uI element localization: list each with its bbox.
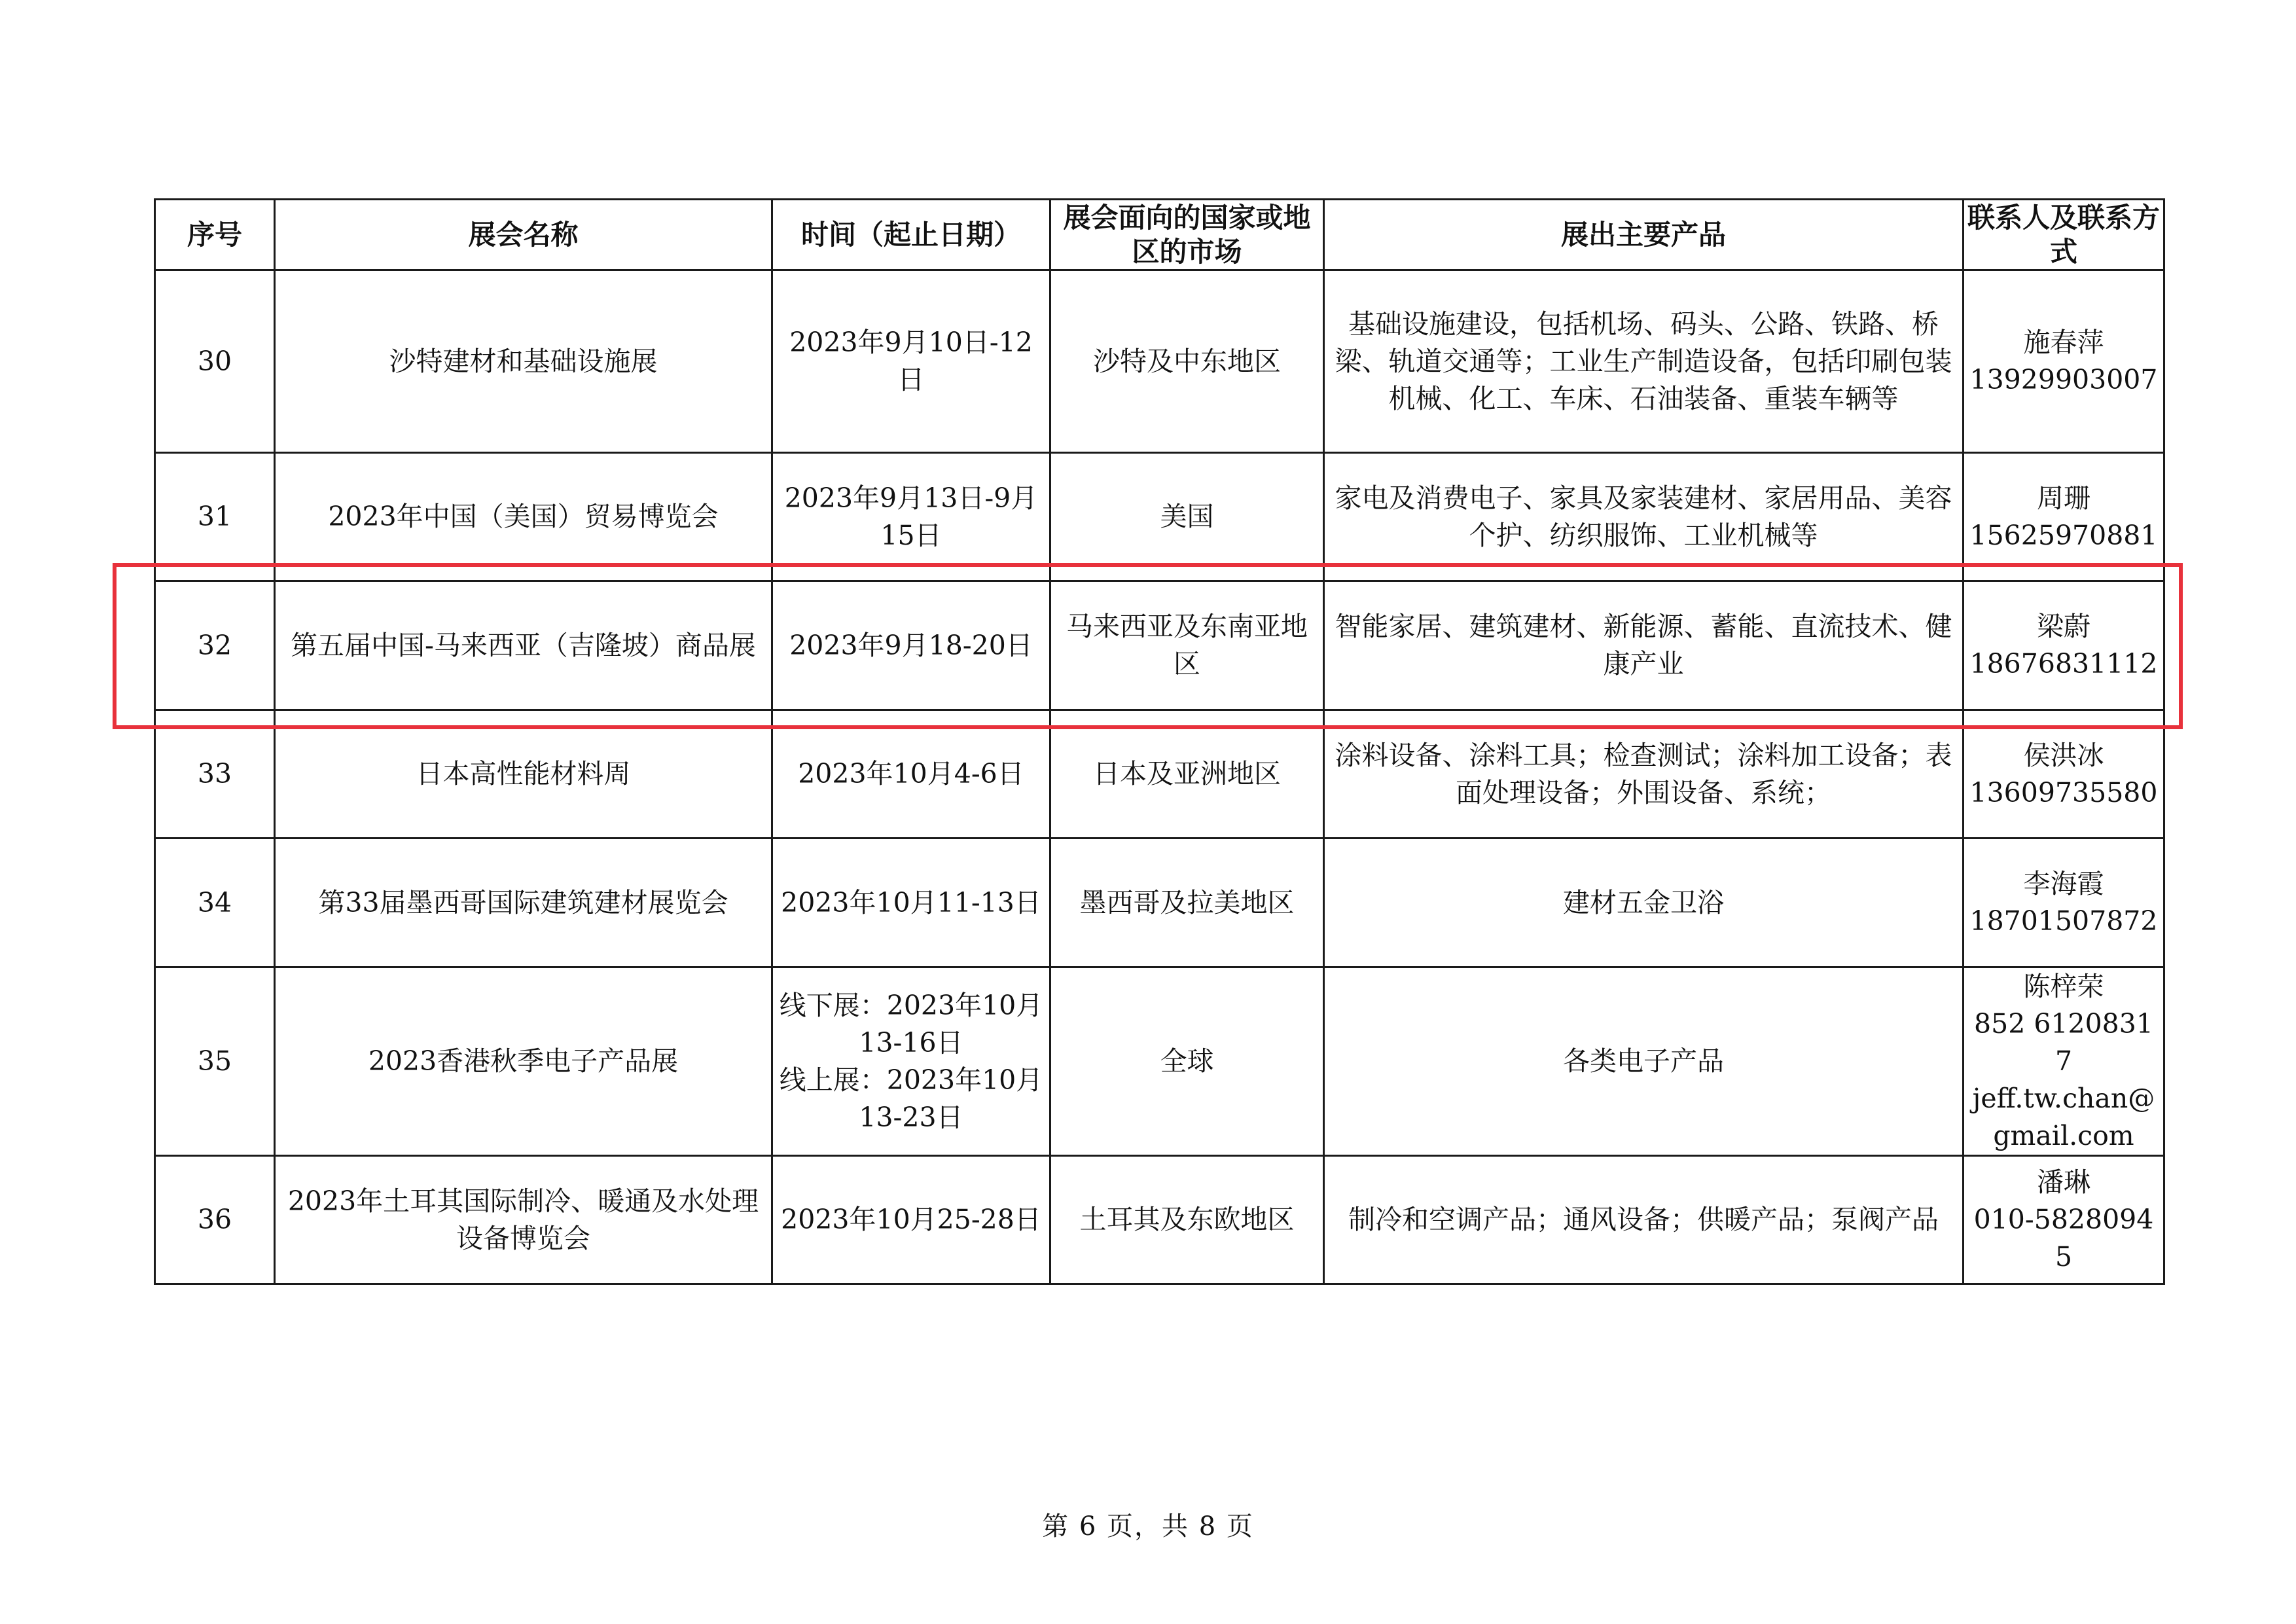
- cell-name: 沙特建材和基础设施展: [275, 270, 772, 453]
- contact-phone: 010-58280945: [1973, 1204, 2154, 1272]
- contact-email: jeff.tw.chan@gmail.com: [1972, 1083, 2155, 1151]
- contact-phone: 852 61208317: [1974, 1008, 2153, 1077]
- contact-name: 梁蔚: [2037, 611, 2090, 642]
- cell-time: 2023年9月18-20日: [772, 581, 1050, 710]
- cell-name: 第五届中国-马来西亚（吉隆坡）商品展: [275, 581, 772, 710]
- table-row: [155, 453, 2164, 581]
- contact-name: 侯洪冰: [2023, 739, 2104, 771]
- cell-time: 2023年10月4-6日: [772, 710, 1050, 839]
- cell-contact: [1964, 581, 2164, 710]
- cell-name: 2023年中国（美国）贸易博览会: [275, 453, 772, 581]
- cell-time: [772, 967, 1050, 1156]
- cell-products: 制冷和空调产品；通风设备；供暖产品；泵阀产品: [1324, 1156, 1964, 1284]
- contact-name: 李海霞: [2023, 868, 2104, 899]
- table-row: [155, 967, 2164, 1156]
- cell-market: 马来西亚及东南亚地区: [1050, 581, 1324, 710]
- cell-contact: [1964, 710, 2164, 839]
- cell-products: 建材五金卫浴: [1324, 839, 1964, 967]
- cell-market: 沙特及中东地区: [1050, 270, 1324, 453]
- header-contact: 联系人及联系方式: [1964, 200, 2164, 270]
- cell-name: 第33届墨西哥国际建筑建材展览会: [275, 839, 772, 967]
- table-row: [155, 1156, 2164, 1284]
- time-offline: 线下展：2023年10月13-16日: [779, 989, 1043, 1058]
- cell-name: 日本高性能材料周: [275, 710, 772, 839]
- cell-products: 基础设施建设，包括机场、码头、公路、铁路、桥梁、轨道交通等；工业生产制造设备，包括印刷包装机械、化工、车床、石油装备、重装车辆等: [1324, 270, 1964, 453]
- contact-phone: 18701507872: [1969, 905, 2158, 937]
- cell-market: 日本及亚洲地区: [1050, 710, 1324, 839]
- contact-phone: 13609735580: [1969, 776, 2158, 808]
- cell-time: 2023年10月25-28日: [772, 1156, 1050, 1284]
- cell-contact: [1964, 270, 2164, 453]
- cell-name: 2023香港秋季电子产品展: [275, 967, 772, 1156]
- cell-index: 32: [155, 581, 275, 710]
- contact-name: 周珊: [2037, 482, 2090, 514]
- cell-name: 2023年土耳其国际制冷、暖通及水处理设备博览会: [275, 1156, 772, 1284]
- cell-time: 2023年9月10日-12日: [772, 270, 1050, 453]
- contact-phone: 13929903007: [1969, 364, 2158, 395]
- header-market: 展会面向的国家或地区的市场: [1050, 200, 1324, 270]
- cell-contact: [1964, 839, 2164, 967]
- page-footer: 第 6 页，共 8 页: [1042, 1511, 1254, 1542]
- header-time: 时间（起止日期）: [772, 200, 1050, 270]
- contact-name: 潘琳: [2037, 1166, 2090, 1198]
- cell-time: 2023年10月11-13日: [772, 839, 1050, 967]
- exhibition-table: [154, 198, 2165, 1285]
- cell-index: 30: [155, 270, 275, 453]
- table-row: [155, 270, 2164, 453]
- cell-contact: [1964, 967, 2164, 1156]
- cell-market: 墨西哥及拉美地区: [1050, 839, 1324, 967]
- cell-index: 31: [155, 453, 275, 581]
- cell-time: 2023年9月13日-9月15日: [772, 453, 1050, 581]
- header-name: 展会名称: [275, 200, 772, 270]
- table-row: [155, 581, 2164, 710]
- cell-market: 全球: [1050, 967, 1324, 1156]
- cell-products: 智能家居、建筑建材、新能源、蓄能、直流技术、健康产业: [1324, 581, 1964, 710]
- cell-index: 34: [155, 839, 275, 967]
- contact-name: 陈梓荣: [2023, 971, 2104, 1002]
- table-header-row: [155, 200, 2164, 270]
- contact-phone: 18676831112: [1969, 648, 2158, 679]
- table-row: [155, 839, 2164, 967]
- cell-products: 各类电子产品: [1324, 967, 1964, 1156]
- cell-index: 33: [155, 710, 275, 839]
- cell-market: 美国: [1050, 453, 1324, 581]
- cell-market: 土耳其及东欧地区: [1050, 1156, 1324, 1284]
- contact-name: 施春萍: [2023, 327, 2104, 358]
- header-index: 序号: [155, 200, 275, 270]
- cell-products: 涂料设备、涂料工具；检查测试；涂料加工设备；表面处理设备；外围设备、系统；: [1324, 710, 1964, 839]
- time-online: 线上展：2023年10月13-23日: [779, 1064, 1043, 1133]
- cell-products: 家电及消费电子、家具及家装建材、家居用品、美容个护、纺织服饰、工业机械等: [1324, 453, 1964, 581]
- header-products: 展出主要产品: [1324, 200, 1964, 270]
- table-row: [155, 710, 2164, 839]
- cell-contact: [1964, 1156, 2164, 1284]
- cell-index: 36: [155, 1156, 275, 1284]
- cell-contact: [1964, 453, 2164, 581]
- cell-index: 35: [155, 967, 275, 1156]
- contact-phone: 15625970881: [1969, 519, 2158, 551]
